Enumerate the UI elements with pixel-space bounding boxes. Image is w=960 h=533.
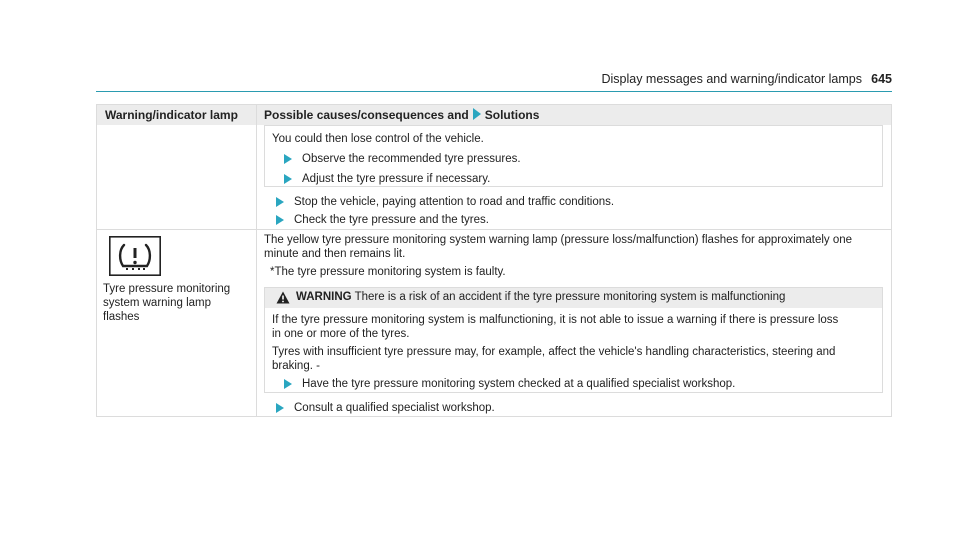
col-header-lamp: Warning/indicator lamp [105,108,238,122]
row1-step-1-text: Stop the vehicle, paying attention to road and traffic conditions. [294,196,615,208]
col-header-causes [264,108,539,122]
row2-step-text: Consult a qualified specialist workshop. [294,402,495,414]
warning-para2-line-2: braking. - [272,360,320,372]
warning-para1-line-1: If the tyre pressure monitoring system is malfunctioning, it is not able to issue a warning if there is pressure loss [272,314,839,326]
step-arrow-icon [276,403,284,413]
table-header [97,105,891,125]
description-line-2: minute and then remains lit. [264,248,406,260]
page-number: 645 [871,72,892,86]
warning-triangle-icon [276,291,290,304]
col-header-solutions-text: Solutions [484,108,540,122]
step-arrow-icon [284,379,292,389]
step-arrow-icon [276,215,284,225]
column-divider [256,105,257,416]
warning-para1-line-2: in one or more of the tyres. [272,328,410,340]
lamp-label-line-1: Tyre pressure monitoring [103,283,231,295]
step-arrow-icon [284,174,292,184]
header-rule [96,91,892,92]
step-arrow-icon [276,197,284,207]
step-arrow-icon [284,154,292,164]
page-header [96,72,892,91]
solution-arrow-icon [473,108,481,120]
cause-text: *The tyre pressure monitoring system is faulty. [270,266,506,278]
col-header-causes-text: Possible causes/consequences and [264,108,469,122]
tyre-pressure-warning-lamp-icon [109,236,161,276]
warning-title-text: There is a risk of an accident if the tyre pressure monitoring system is malfunctioning [354,291,786,303]
row1-step-2-text: Check the tyre pressure and the tyres. [294,214,489,226]
note-text: You could then lose control of the vehicle. [272,133,484,145]
warning-para2-line-1: Tyres with insufficient tyre pressure may, for example, affect the vehicle's handling characteristics, steering and [272,346,836,358]
header-title: Display messages and warning/indicator lamps [601,72,862,86]
lamp-label-line-3: flashes [103,311,140,323]
continued-note-box [264,125,883,187]
row-divider [97,229,891,230]
warning-title [296,291,785,303]
warning-box [264,287,883,393]
note-step-2-text: Adjust the tyre pressure if necessary. [302,173,491,185]
warning-step-text: Have the tyre pressure monitoring system checked at a qualified specialist workshop. [302,378,736,390]
note-step-1-text: Observe the recommended tyre pressures. [302,153,521,165]
description-line-1: The yellow tyre pressure monitoring system warning lamp (pressure loss/malfunction) flashes for approximately one [264,234,853,246]
warning-header [265,288,882,308]
lamp-label-line-2: system warning lamp [103,297,212,309]
warning-label: WARNING [296,291,352,303]
warning-lamp-table [96,104,892,417]
